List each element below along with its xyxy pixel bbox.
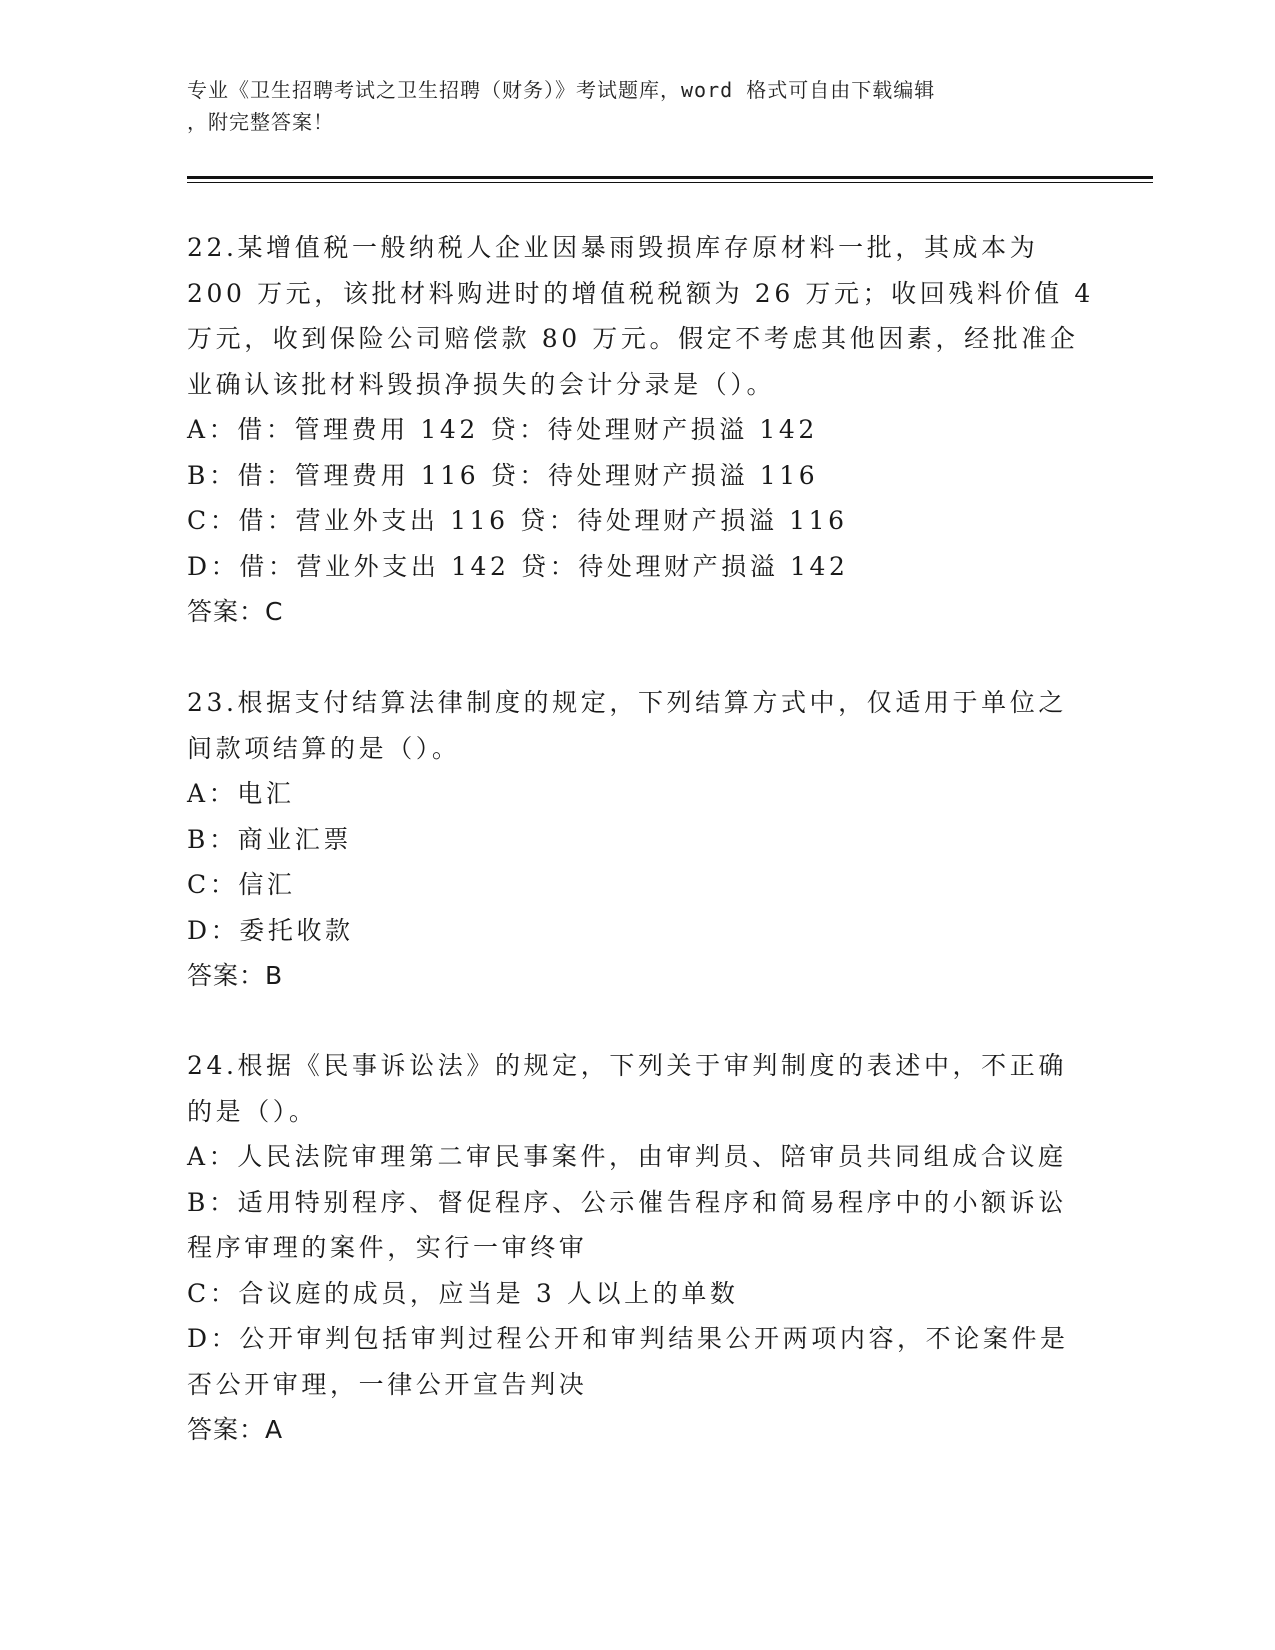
option-b: B：借：管理费用 116 贷：待处理财产损溢 116 <box>187 460 819 490</box>
question-stem-line: 业确认该批材料毁损净损失的会计分录是（）。 <box>187 369 776 399</box>
option-b: B：适用特别程序、督促程序、公示催告程序和简易程序中的小额诉讼 <box>187 1187 1067 1217</box>
question-stem-line: 万元，收到保险公司赔偿款 80 万元。假定不考虑其他因素，经批准企 <box>187 324 1079 353</box>
answer: 答案：C <box>187 597 284 626</box>
question-23 <box>187 680 1077 999</box>
option-a: A：电汇 <box>187 779 295 808</box>
question-22 <box>187 225 1094 635</box>
document-header <box>187 74 1067 138</box>
option-d: D：借：营业外支出 142 贷：待处理财产损溢 142 <box>187 551 849 581</box>
header-title-line-2: ，附完整答案！ <box>187 110 334 134</box>
question-stem-line: 23.根据支付结算法律制度的规定，下列结算方式中，仅适用于单位之 <box>187 688 1067 717</box>
question-stem-line: 200 万元，该批材料购进时的增值税税额为 26 万元；收回残料价值 4 <box>187 278 1094 308</box>
option-a: A：借：管理费用 142 贷：待处理财产损溢 142 <box>187 415 818 444</box>
option-c: C：借：营业外支出 116 贷：待处理财产损溢 116 <box>187 506 848 535</box>
question-24 <box>187 1043 1077 1453</box>
option-d: D：委托收款 <box>187 915 354 945</box>
question-stem-line: 24.根据《民事诉讼法》的规定，下列关于审判制度的表述中，不正确 <box>187 1051 1067 1080</box>
header-title-line-1: 专业《卫生招聘考试之卫生招聘（财务）》考试题库，word 格式可自由下载编辑 <box>187 78 936 102</box>
option-b: B：商业汇票 <box>187 824 352 854</box>
header-divider-thick <box>187 176 1153 179</box>
question-stem-line: 间款项结算的是（）。 <box>187 733 461 763</box>
option-d-continued: 否公开审理，一律公开宣告判决 <box>187 1369 588 1399</box>
option-a: A：人民法院审理第二审民事案件，由审判员、陪审员共同组成合议庭 <box>187 1142 1067 1171</box>
option-c: C：合议庭的成员，应当是 3 人以上的单数 <box>187 1278 739 1308</box>
answer: 答案：A <box>187 1415 284 1444</box>
option-d: D：公开审判包括审判过程公开和审判结果公开两项内容，不论案件是 <box>187 1324 1069 1353</box>
option-b-continued: 程序审理的案件，实行一审终审 <box>187 1233 588 1262</box>
question-stem-line: 的是（）。 <box>187 1096 318 1126</box>
question-stem-line: 22.某增值税一般纳税人企业因暴雨毁损库存原材料一批，其成本为 <box>187 233 1039 262</box>
answer: 答案：B <box>187 961 284 990</box>
option-c: C：信汇 <box>187 870 296 899</box>
header-divider-thin <box>187 182 1153 183</box>
